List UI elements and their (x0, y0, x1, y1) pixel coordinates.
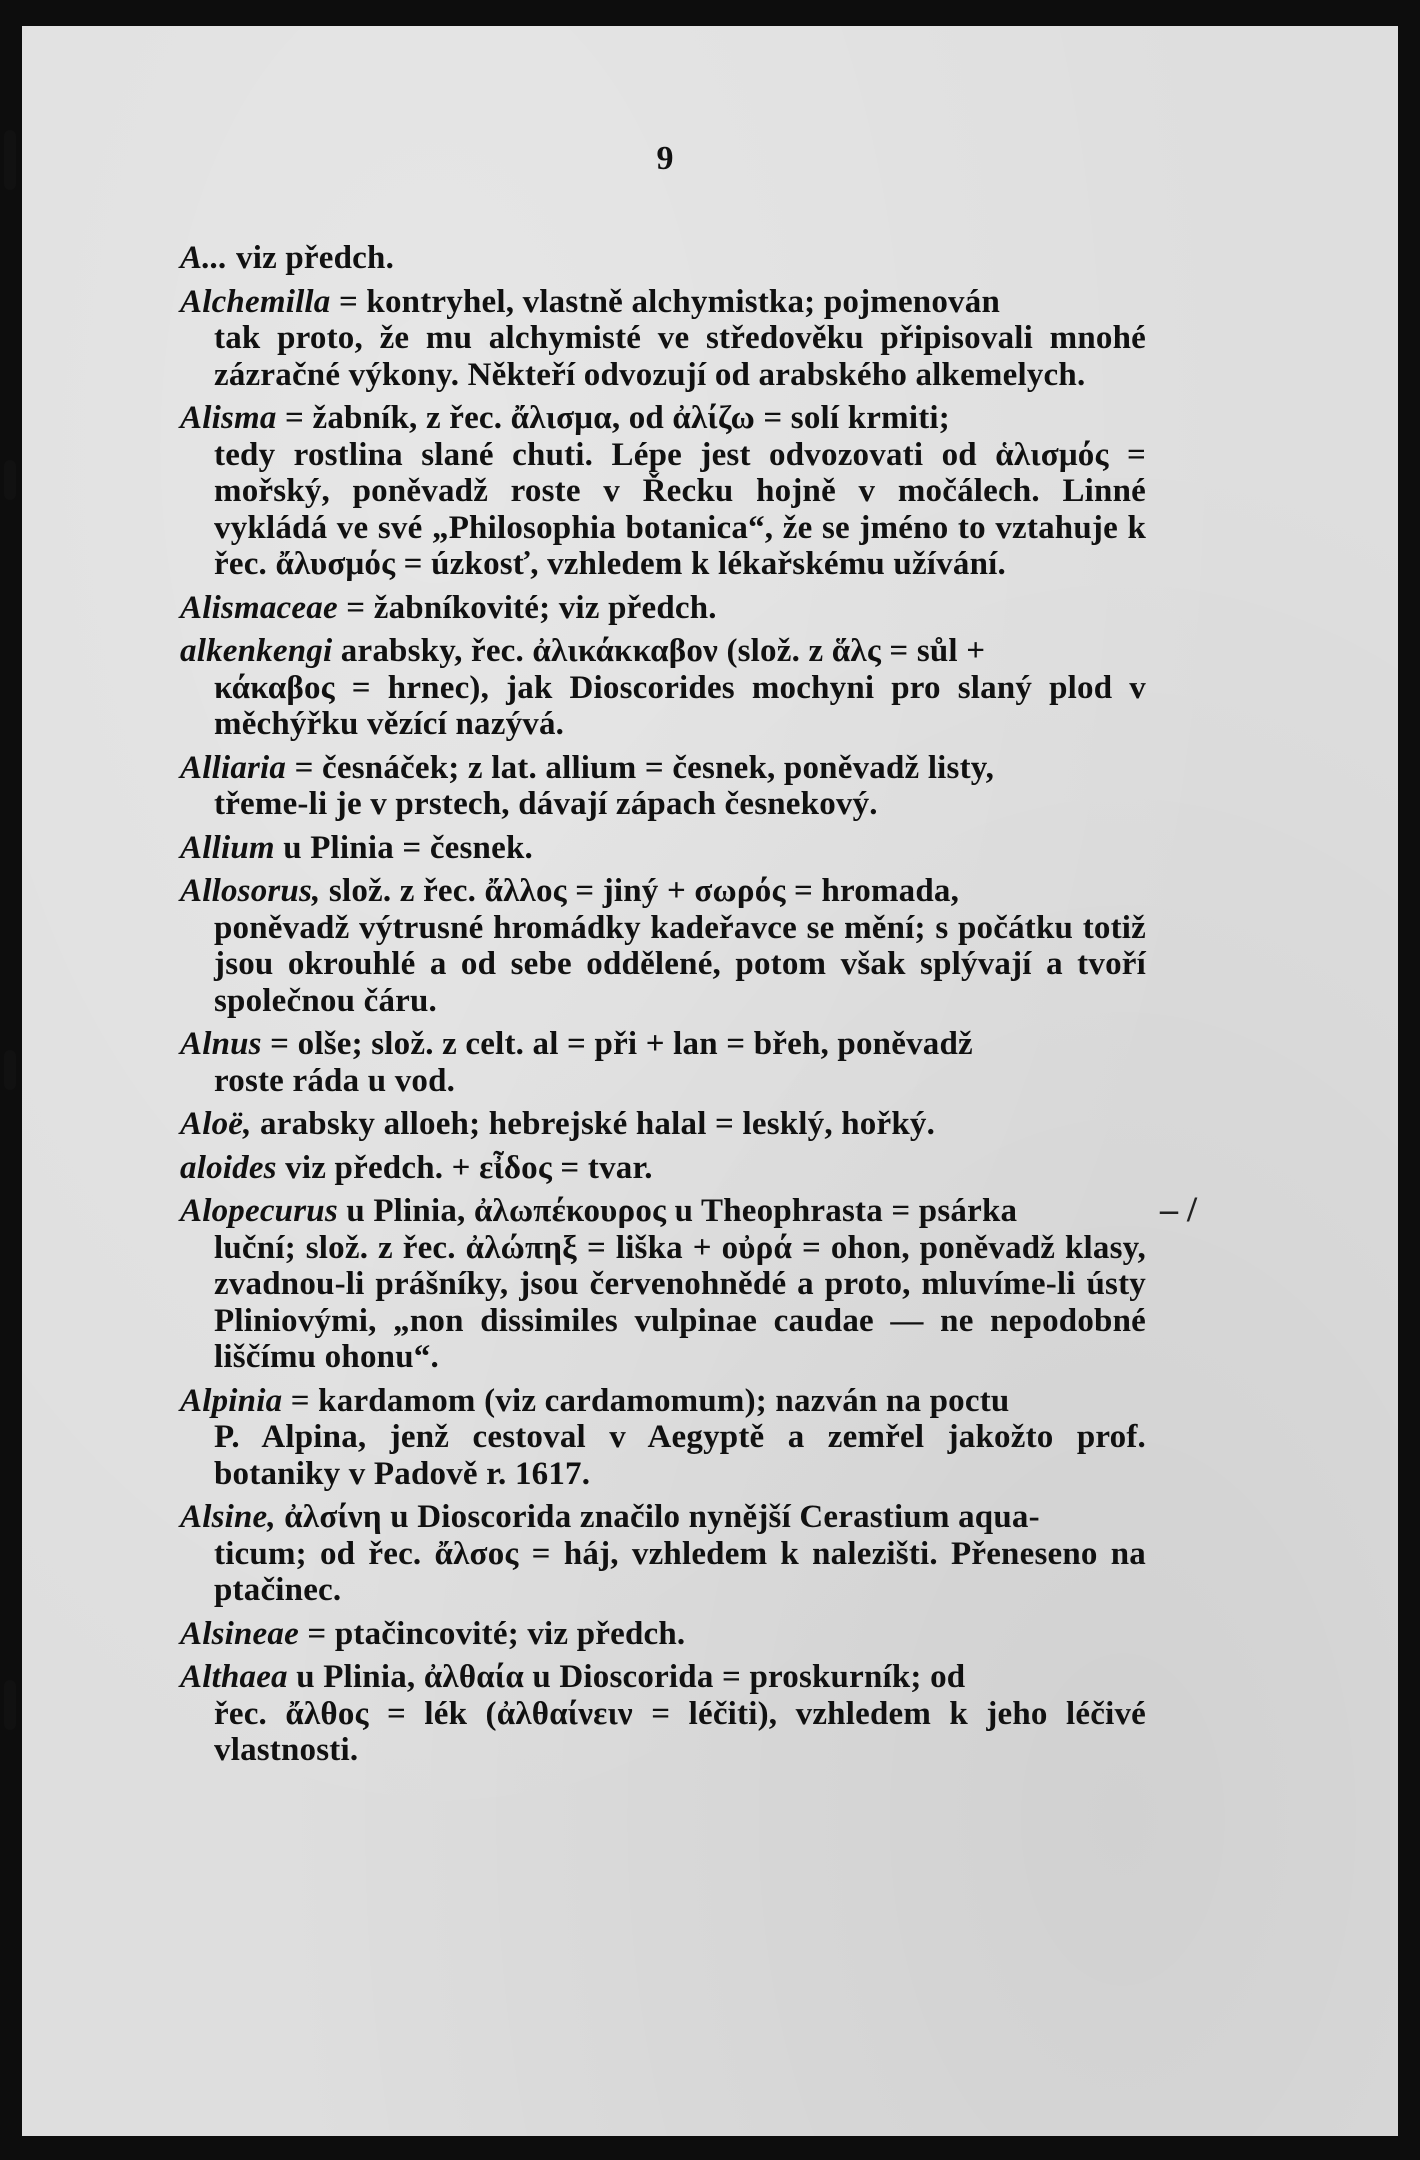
entry-term: Alisma (180, 400, 277, 436)
entry-text: arabsky alloeh; hebrejské halal = lesklý, hořký. (251, 1106, 936, 1142)
entry-term: Allium (180, 829, 275, 866)
entry-text: u Plinia, ἀλωπέκουρος u Theophrasta = psárka (337, 1193, 1018, 1229)
dictionary-entries (180, 240, 1146, 1776)
entry-allium (180, 830, 1146, 867)
entry-alnus (180, 1026, 1146, 1099)
entry-text: = žabníkovité; viz předch. (337, 589, 717, 626)
entry-term: Allosorus, (180, 873, 321, 909)
entry-text: = ptačincovité; viz předch. (298, 1615, 686, 1652)
entry-text: = česnáček; z lat. allium = česnek, poněvadž listy, (286, 749, 995, 786)
entry-aloe (180, 1106, 1146, 1143)
entry-alpinia (180, 1383, 1146, 1493)
entry-alopecurus (180, 1193, 1146, 1376)
entry-althaea (180, 1659, 1146, 1769)
entry-term: aloides (180, 1149, 277, 1186)
entry-term: A... (180, 240, 228, 276)
entry-text: viz předch. (227, 240, 395, 276)
entry-aloides (180, 1150, 1146, 1187)
entry-term: alkenkengi (180, 633, 333, 669)
entry-1 (180, 240, 1146, 277)
entry-term: Althaea (180, 1659, 288, 1695)
entry-alsineae (180, 1616, 1146, 1653)
page-number: 9 (656, 140, 674, 177)
entry-continuation: řec. ἄλθος = lék (ἀλθαίνειν = léčiti), vzhledem k jeho léčivé vlastnosti. (214, 1695, 1146, 1768)
entry-alchemilla (180, 284, 1146, 394)
entry-text: viz předch. + εἶδος = tvar. (276, 1149, 653, 1186)
entry-alsine (180, 1499, 1146, 1609)
entry-text: slož. z řec. ἄλλος = jiný + σωρός = hromada, (320, 873, 960, 909)
entry-alisma (180, 400, 1146, 583)
entry-continuation: tak proto, že mu alchymisté ve středověku připisovali mnohé zázračné výkony. Někteří odvozují od arabského alkemelych. (214, 320, 1146, 393)
entry-alismaceae (180, 590, 1146, 627)
entry-alliaria (180, 750, 1146, 823)
entry-alkenkengi (180, 633, 1146, 743)
entry-continuation: třeme-li je v prstech, dávají zápach česnekový. (214, 786, 878, 822)
entry-text: ἀλσίνη u Dioscorida značilo nynější Cerastium aqua- (275, 1499, 1040, 1535)
entry-continuation: P. Alpina, jenž cestoval v Aegyptě a zemřel jakožto prof. botaniky v Padově r. 1617. (214, 1419, 1146, 1492)
entry-continuation: tedy rostlina slané chuti. Lépe jest odvozovati od ἁλισμός = mořský, poněvadž roste v Řecku hojně v močálech. Linné vykládá ve své „Philosophia botanica“, že se jméno to vztahuje k řec. ἄλυσμός = úzkosť, vzhledem k lékařskému užívání. (214, 436, 1146, 582)
entry-continuation: poněvadž výtrusné hromádky kadeřavce se mění; s počátku totiž jsou okrouhlé a od sebe oddělené, potom však splývají a tvoří společnou čáru. (214, 909, 1146, 1019)
entry-text: u Plinia, ἀλθαία u Dioscorida = proskurník; od (287, 1659, 966, 1695)
entry-term: Alpinia (180, 1382, 283, 1419)
entry-text: u Plinia = česnek. (274, 829, 533, 866)
entry-text: = kontryhel, vlastně alchymistka; pojmenován (330, 283, 1000, 320)
entry-term: Alismaceae (180, 589, 338, 626)
entry-term: Alsine, (180, 1499, 276, 1535)
margin-pencil-mark: – / (1160, 1189, 1198, 1229)
entry-term: Alchemilla (180, 283, 331, 320)
entry-continuation: ticum; od řec. ἄλσος = háj, vzhledem k nalezišti. Přeneseno na ptačinec. (214, 1535, 1146, 1608)
entry-continuation: κάκαβος = hrnec), jak Dioscorides mochyni pro slaný plod v měchýřku vězící nazývá. (214, 669, 1146, 742)
entry-term: Alliaria (180, 749, 287, 786)
entry-allosorus (180, 873, 1146, 1019)
entry-term: Alsineae (180, 1615, 299, 1652)
entry-text: = kardamom (viz cardamomum); nazván na poctu (282, 1382, 1010, 1419)
entry-text: arabsky, řec. ἀλικάκκαβον (slož. z ἅλς = sůl + (332, 633, 986, 669)
entry-term: Aloë, (180, 1106, 252, 1142)
entry-continuation: luční; slož. z řec. ἀλώπηξ = liška + οὐρά = ohon, poněvadž klasy, zvadnou-li prášníky, jsou červenohnědé a proto, mluvíme-li ústy Pliniovými, „non dissimiles vulpinae caudae — ne nepodobné liščímu ohonu“. (214, 1229, 1146, 1375)
entry-continuation: roste ráda u vod. (214, 1062, 456, 1099)
entry-text: = olše; slož. z celt. al = při + lan = břeh, poněvadž (261, 1026, 973, 1062)
entry-term: Alopecurus (180, 1193, 338, 1229)
entry-term: Alnus (180, 1026, 262, 1062)
entry-text: = žabník, z řec. ἄλισμα, od ἀλίζω = solí krmiti; (276, 400, 950, 436)
